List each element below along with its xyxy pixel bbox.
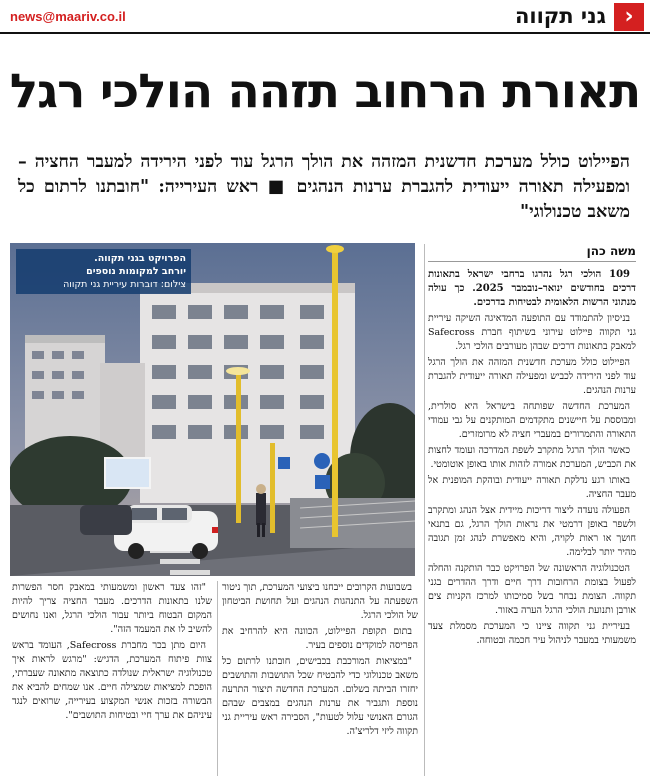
body-paragraph: היום מתן בכר מחברת Safecross, העומד בראש צוות פיתוח המערכת, הדגיש: "מרגש לראות איך טכנולוגיה ישראלית שנולדה כתוצאה מתאונה שעברתי, הופכת למציאות שמצילה חיים. אנו שמחים להביא את הבשורה בזכות אנשי המקצוע בעירייה, שרואים לנגד עיניהם את ערך חיי ובטיחות התושבים". [12,640,212,721]
body-paragraph: בעיריית גני תקווה ציינו כי המערכת מסמלת צעד משמעותי במעבר לניהול עיר חכמה ובטוחה. [428,621,636,646]
byline: משה כהן [586,244,636,258]
body-paragraph: בתום תקופת הפיילוט, הכוונה היא להרחיב את הפריסה למוקדים נוספים בעיר. [222,626,418,651]
body-paragraph: "במציאות המורכבת בכבישים, חובתנו לרתום כל משאב טכנולוגי כדי להבטיח שכל התושבות והתושבים יחזרו הביתה בשלום. המערכת החדשה תיצור התרעה נוספת ותגביר את ערנות הנהגים במצבים שבהם הגורם האנושי עלול לטעות", הסבירה ראש עיריית גני תקווה ליזי דלריצ'ה. [222,656,418,737]
body-paragraph: המערכת החדשה שפותחה בישראל היא סולרית, ומבוססת על חיישנים מתקדמים המותקנים על גבי עמודי התאורה והתמרורים במעברי חציה לא מרומזרים. [428,401,636,440]
section-header [0,0,650,34]
column-divider [424,244,425,776]
article-column-left [12,581,212,725]
article-subhead: הפיילוט כולל מערכת חדשנית המזהה את הולך הרגל עוד לפני הירידה למעבר החציה – ומפעילה תאורה ייעודית להגברת ערנות הנהגים ■ ראש העירייה: "חובתנו לרתום כל משאב טכנולוגי" [18,152,630,222]
article-headline: תאורת הרחוב תזהה הולכי רגל [9,64,641,119]
column-divider [217,581,218,776]
article-lede: 109 הולכי רגל נהרגו ברחבי ישראל בתאונות דרכים בחודשים ינואר–נובמבר 2025. כך עולה מנתוני הרשות הלאומית לבטיחות בדרכים. [428,269,636,308]
article-photo [10,243,415,576]
byline-bar [428,244,636,262]
photo-caption [16,249,191,294]
caption-line-2: יורחב למקומות נוספים [86,266,186,277]
body-paragraph: כאשר הולך הרגל מתקרב לשפת המדרכה ועומד לחצות את הכביש, המערכת אמורה לזהות אותו באופן אוטומטי. [428,445,636,470]
article-column-middle [222,581,418,741]
chevron-left-icon[interactable]: ‹ [614,3,644,31]
contact-email[interactable]: news@maariv.co.il [10,9,126,24]
body-paragraph: בניסיון להתמודד עם התופעה המדאיגה השיקה עיריית גני תקווה פיילוט עירוני בשיתוף חברת Safecross למאבק בתאונות דרכים שבהן מעורבים הולכי רגל. [428,313,636,352]
caption-line-1: הפרויקט בגני תקווה. [94,253,186,264]
photo-credit: צילום: דוברות עיריית גני תקווה [63,279,186,290]
body-paragraph: הפיילוט כולל מערכת חדשנית המזהה את הולך הרגל עוד לפני הירידה לכביש ומפעילה תאורה ייעודית להגברת ערנות הנהגים. [428,357,636,396]
body-paragraph: "זהו צעד ראשון ומשמעותי במאבק חסר הפשרות שלנו בתאונות הדרכים. מעבר החציה צריך להיות המקום הבטוח ביותר עבור הולכי הרגל, ואנו נחושים להשיב לו את המעמד הזה". [12,582,212,635]
body-paragraph: בשבועות הקרובים ייבחנו ביצועי המערכת, תוך ניטור השפעתה על התנהגות הנהגים ועל תחושת הביטחון של הולכי הרגל. [222,582,418,621]
body-paragraph: באותו רגע נדלקת תאורה ייעודית ובוהקת המופנית אל מעבר החציה. [428,475,636,500]
body-paragraph: הטכנולוגיה הראשונה של הפרויקט כבר הותקנה והחלה לפעול בצומת הרחובות דרך חיים ודרך ההדרים בגני תקווה. הצומת נבחר בשל סמיכותו למרכז הקניות צים אורבן ותנועת הולכי הרגל הערה באזור. [428,563,636,616]
section-title: גני תקווה [514,4,606,28]
body-paragraph: הפעולה נועדה ליצור דריכות מיידית אצל הנהג ומתקרב ולשפר באופן דרמטי את נראות הולך הרגל, גם בתנאי חושך או ראות לקויה, והיא מאפשרת לנהג זמן תגובה מהיר יותר לבלימה. [428,505,636,558]
article-column-right [428,268,636,650]
